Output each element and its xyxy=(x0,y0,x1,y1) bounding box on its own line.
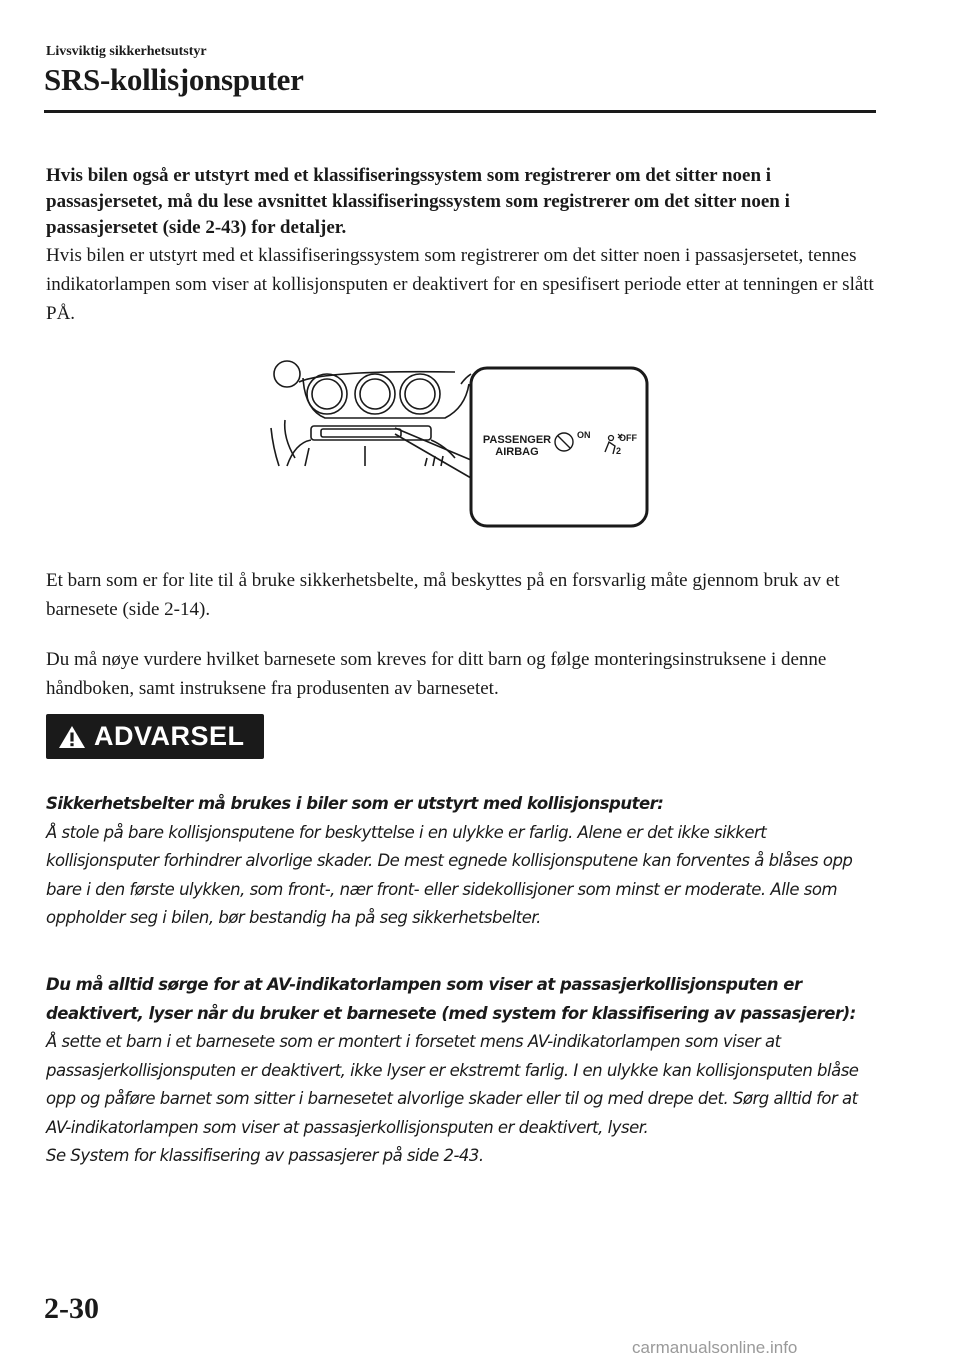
warning-item-seatbelts xyxy=(46,790,876,933)
airbag-label: AIRBAG xyxy=(495,446,539,458)
warning-reference: Se System for klassifisering av passasjerer på side 2-43. xyxy=(46,1146,484,1165)
warning-label: ADVARSEL xyxy=(94,721,245,751)
installation-paragraph: Du må nøye vurdere hvilket barnesete som kreves for ditt barn og følge monteringsinstruksene i denne håndboken, samt instruksene fra produsenten av barnesetet. xyxy=(46,649,827,699)
warning-heading: Sikkerhetsbelter må brukes i biler som er utstyrt med kollisjonsputer: xyxy=(46,794,664,813)
warning-item-indicator xyxy=(46,971,876,1171)
intro-paragraph: Hvis bilen er utstyrt med et klassifiseringssystem som registrerer om det sitter noen i passasjersetet, tennes indikatorlampen som viser at kollisjonsputen er deaktivert for en spesifisert periode etter at tenningen er slått PÅ. xyxy=(46,245,874,324)
warning-heading: Du må alltid sørge for at AV-indikatorlampen som viser at passasjerkollisjonsputen er deaktivert, lyser når du bruker et barnesete (med system for klassifisering av passasjerer): xyxy=(46,975,856,1023)
title-divider xyxy=(44,110,876,113)
seat-number-label: 2 xyxy=(616,446,622,456)
airbag-indicator-illustration xyxy=(265,348,655,530)
on-label: ON xyxy=(577,430,591,440)
page-number: 2-30 xyxy=(44,1292,99,1325)
intro-bold-paragraph: Hvis bilen også er utstyrt med et klassifiseringssystem som registrerer om det sitter noen i passasjersetet, må du lese avsnittet klassifiseringssystem som registrerer om det sitter noen i passasjersetet (side 2-43) for detaljer. xyxy=(46,165,790,238)
page-title: SRS-kollisjonsputer xyxy=(44,62,304,97)
warning-badge xyxy=(46,714,264,759)
warning-triangle-icon xyxy=(58,724,86,750)
section-label: Livsviktig sikkerhetsutstyr xyxy=(46,44,207,59)
watermark: carmanualsonline.info xyxy=(632,1338,798,1357)
warning-text: Å stole på bare kollisjonsputene for beskyttelse i en ulykke er farlig. Alene er det ikke sikkert kollisjonsputer forhindrer alvorlige skader. De mest egnede kollisjonsputene kan forventes å blåses opp bare i den første ulykken, som front-, nær front- eller sidekollisjoner som minst er moderate. Alle som oppholder seg i bilen, bør bestandig ha på seg sikkerhetsbelter. xyxy=(46,822,853,927)
passenger-label: PASSENGER xyxy=(482,434,552,446)
off-label: OFF xyxy=(619,433,637,443)
warning-text: Å sette et barn i et barnesete som er montert i forsetet mens AV-indikatorlampen som viser at passasjerkollisjonsputen er deaktivert, ikke lyser er ekstremt farlig. I en ulykke kan kollisjonsputen blåse opp og påføre barnet som sitter i barnesetet alvorlige skader eller til og med drepe det. Sørg alltid for at AV-indikatorlampen som viser at passasjerkollisjonsputen er deaktivert, lyser. xyxy=(46,1032,859,1137)
child-seat-paragraph: Et barn som er for lite til å bruke sikkerhetsbelte, må beskyttes på en forsvarlig måte gjennom bruk av et barnesete (side 2-14). xyxy=(46,570,840,620)
